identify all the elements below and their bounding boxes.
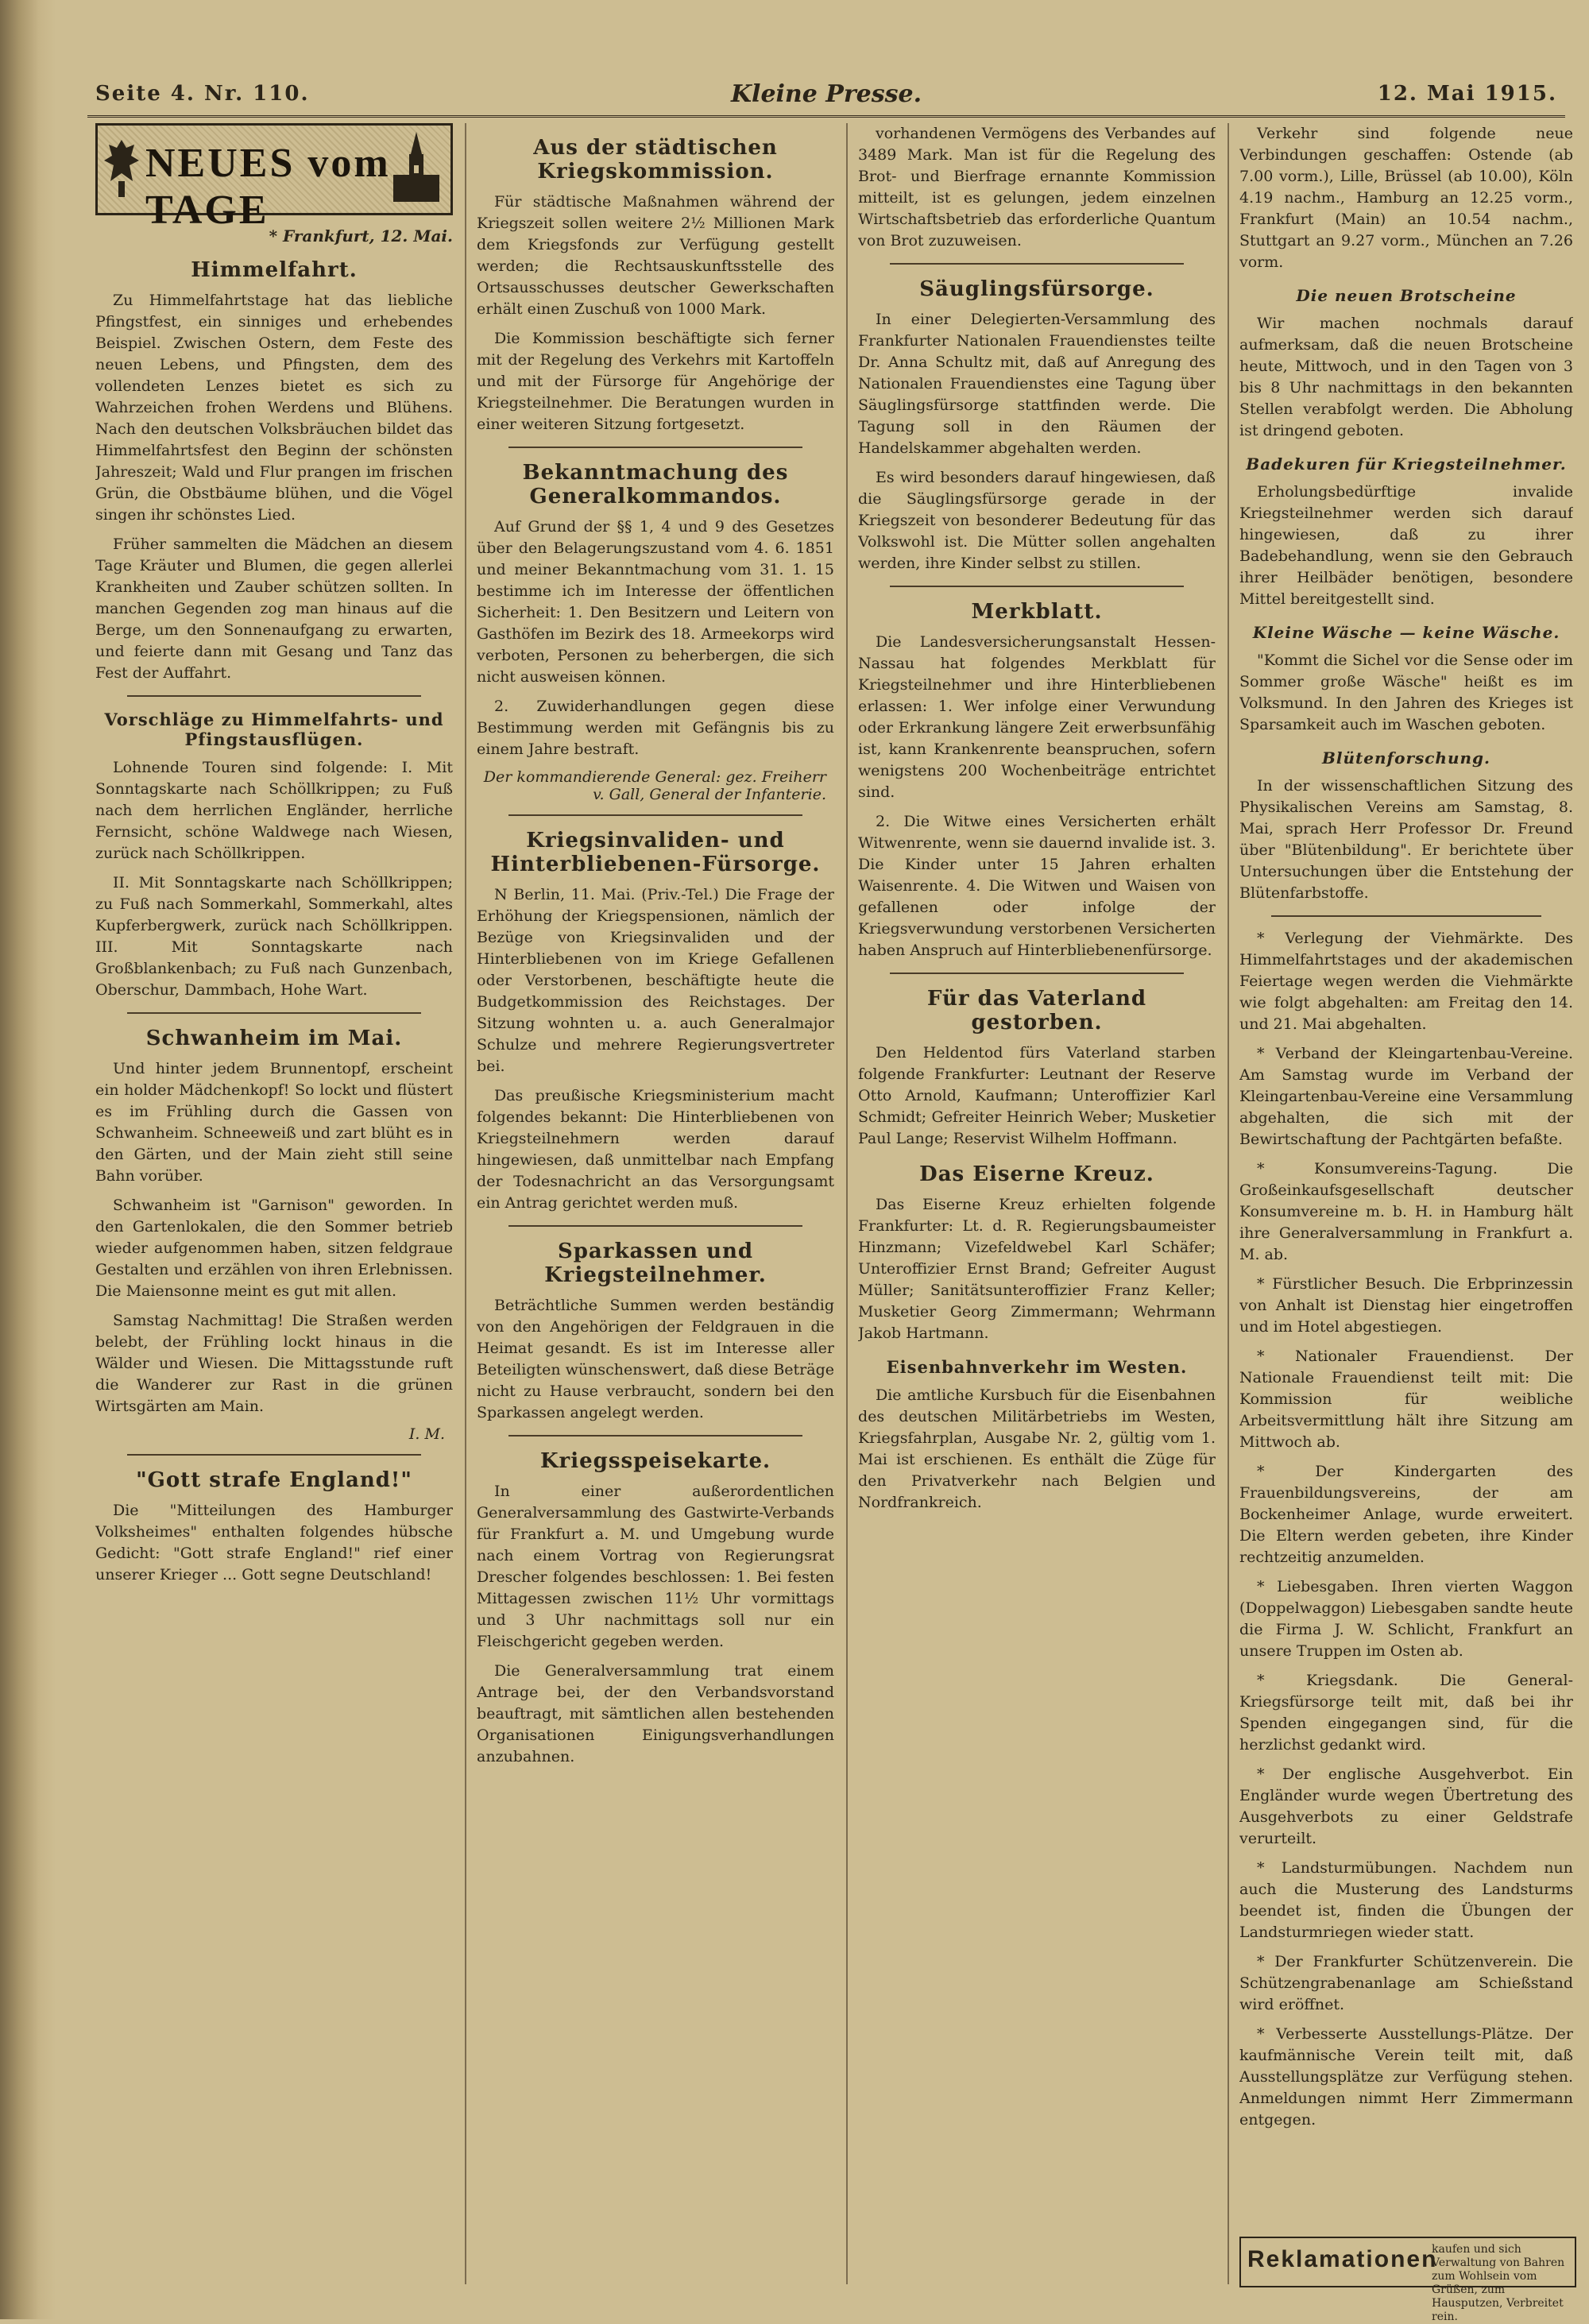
eagle-emblem-icon: [102, 137, 141, 200]
headline: Kriegsspeisekarte.: [539, 1449, 771, 1473]
ad-text: kaufen und sich Verwaltung von Bahren zum Wohlsein vom Grüßen, zum Hausputzen, Verbreitet rein.: [1432, 2243, 1565, 2323]
headline: Kleine Wäsche — keine Wäsche.: [1252, 623, 1560, 642]
article-paragraph: vorhandenen Vermögens des Verbandes auf 3489 Mark. Man ist für die Regelung des Brot- und Bierfrage ernannte Kommission mitteilt, ist es gelungen, jedem einzelnen Wirtschaftsbetrieb das erforderliche Quantum von Brot zuzuweisen.: [858, 125, 1216, 249]
column-rule: [465, 123, 466, 2284]
news-item: * Kriegsdank. Die General-Kriegsfürsorge teilt mit, daß bei ihr Spenden eingegangen sind, für die herzlichst gedankt wird.: [1239, 1672, 1573, 1754]
advertisement-box: [1239, 2237, 1576, 2323]
article-paragraph: In einer Delegierten-Versammlung des Frankfurter Nationalen Frauendienstes teilte Dr. Anna Schultz mit, daß auf Anregung des Nationalen Frauendienstes eine Tagung über Säuglingsfürsorge stattfinden werde. Die Tagung soll in den Räumen der Handelskammer abgehalten werden.: [858, 311, 1216, 457]
headline: Aus der städtischen Kriegskommission.: [533, 136, 778, 184]
author-signature: I. M.: [408, 1425, 445, 1443]
news-item: * Nationaler Frauendienst. Der Nationale Frauendienst teilt mit: Die Kommission für weibliche Arbeitsvermittlung hält ihre Sitzung am Mittwoch ab.: [1239, 1348, 1573, 1451]
divider: [508, 1435, 802, 1437]
article-paragraph: Die amtliche Kursbuch für die Eisenbahnen des deutschen Militärbetriebs im Westen, Kriegsfahrplan, Ausgabe Nr. 2, gültig vom 1. Mai ist erschienen. Es enthält die Züge für den Privatverkehr nach Belgien und Nordfrankreich.: [858, 1386, 1216, 1511]
headline: Badekuren für Kriegsteilnehmer.: [1246, 454, 1567, 474]
author-signature: Der kommandierende General: gez. Freiherr v. Gall, General der Infanterie.: [483, 768, 826, 803]
news-item: * Verbesserte Ausstellungs-Plätze. Der kaufmännische Verein teilt mit, daß Ausstellungsplätze zur Verfügung stehen. Anmeldungen nimmt Herr Zimmermann entgegen.: [1239, 2025, 1573, 2129]
article-paragraph: 2. Zuwiderhandlungen gegen diese Bestimmung werden mit Gefängnis bis zu einem Jahre bestraft.: [477, 698, 834, 758]
page-number: Seite 4. Nr. 110.: [95, 82, 310, 106]
column-2: [477, 123, 834, 2284]
column-1: [95, 123, 453, 2284]
section-masthead: [95, 123, 453, 233]
news-item: * Der englische Ausgehverbot. Ein Engländer wurde wegen Übertretung des Ausgehverbots zu einer Geldstrafe verurteilt.: [1239, 1765, 1573, 1847]
headline: Vorschläge zu Himmelfahrts- und Pfingstausflügen.: [104, 710, 444, 749]
page-header: [87, 75, 1565, 118]
headline: Das Eiserne Kreuz.: [919, 1162, 1154, 1186]
headline: Für das Vaterland gestorben.: [926, 987, 1147, 1034]
headline: Sparkassen und Kriegsteilnehmer.: [544, 1239, 767, 1287]
divider: [1271, 915, 1541, 917]
article-paragraph: In der wissenschaftlichen Sitzung des Physikalischen Vereins am Samstag, 8. Mai, sprach Herr Professor Dr. Freund über "Blütenbildung". Er berichtete über Untersuchungen über die Entstehung der Blütenfarbstoffe.: [1239, 777, 1573, 902]
headline: Bekanntmachung des Generalkommandos.: [522, 461, 789, 508]
column-rule: [1228, 123, 1229, 2284]
article-paragraph: 2. Die Witwe eines Versicherten erhält Witwenrente, wenn sie dauernd invalide ist. 3. Die Kinder unter 15 Jahren erhalten Waisenrente. 4. Die Witwen und Waisen von gefallenen oder infolge der Kriegsverwundung verstorbenen Versicherten haben Anspruch auf Hinterbliebenenfürsorge.: [858, 813, 1216, 959]
news-item: * Konsumvereins-Tagung. Die Großeinkaufsgesellschaft deutscher Konsumvereine m. b. H. in Hamburg hält ihre Generalversammlung in Frankfurt a. M. ab.: [1239, 1160, 1573, 1263]
article-paragraph: Samstag Nachmittag! Die Straßen werden belebt, der Frühling lockt hinaus in die Wälder und Wiesen. Die Mittagsstunde ruft die Wanderer zur Rast in die grünen Wirtsgärten am Main.: [95, 1312, 453, 1415]
divider: [508, 1225, 802, 1227]
article-paragraph: Den Heldentod fürs Vaterland starben folgende Frankfurter: Leutnant der Reserve Otto Arnold, Kaufmann; Unteroffizier Karl Schmidt; Gefreiter Heinrich Weber; Musketier Paul Lange; Reservist Wilhelm Hoffmann.: [858, 1044, 1216, 1147]
divider: [127, 1012, 421, 1014]
article-paragraph: N Berlin, 11. Mai. (Priv.-Tel.) Die Frage der Erhöhung der Kriegspensionen, nämlich der Bezüge von Kriegsinvaliden und der Hinterbliebenen von im Kriege Gefallenen oder Verstorbenen, beschäftigte heute die Budgetkommission des Reichstages. Der Sitzung wohnten u. a. auch Generalmajor Schulze und mehrere Regierungsvertreter bei.: [477, 886, 834, 1075]
article-paragraph: Auf Grund der §§ 1, 4 und 9 des Gesetzes über den Belagerungszustand vom 4. 6. 1851 und meiner Bekanntmachung vom 31. 1. 15 bestimme ich im Interesse der öffentlichen Sicherheit: 1. Den Besitzern und Leitern von Gasthöfen im Bezirk des 18. Armeekorps wird verboten, Personen zu beherbergen, die sich nicht ausweisen können.: [477, 518, 834, 686]
headline: Säuglingsfürsorge.: [919, 277, 1154, 301]
article-paragraph: Es wird besonders darauf hingewiesen, daß die Säuglingsfürsorge gerade in der Kriegszeit von besonderer Bedeutung für das Volkswohl ist. Die Mütter sollen angehalten werden, ihre Kinder selbst zu stillen.: [858, 469, 1216, 572]
article-paragraph: Schwanheim ist "Garnison" geworden. In den Gartenlokalen, die den Sommer betrieb wieder aufgenommen haben, sitzen feldgraue Gestalten und erzählen von ihren Erlebnissen. Die Maiensonne meint es gut mit allen.: [95, 1197, 453, 1300]
dateline: * Frankfurt, 12. Mai.: [269, 226, 453, 246]
news-item: * Fürstlicher Besuch. Die Erbprinzessin von Anhalt ist Dienstag hier eingetroffen und im Hotel abgestiegen.: [1239, 1275, 1573, 1336]
divider: [127, 1454, 421, 1456]
divider: [890, 973, 1184, 974]
divider: [127, 695, 421, 697]
article-paragraph: "Kommt die Sichel vor die Sense oder im Sommer große Wäsche" heißt es im Volksmund. In den Jahren des Krieges ist Sparsamkeit auch im Waschen geboten.: [1239, 652, 1573, 733]
headline: Die neuen Brotscheine: [1296, 286, 1517, 305]
article-paragraph: Die "Mitteilungen des Hamburger Volksheimes" enthalten folgendes hübsche Gedicht: "Gott strafe England!" rief einer unserer Krieger ... Gott segne Deutschland!: [95, 1502, 453, 1583]
news-item: * Verlegung der Viehmärkte. Des Himmelfahrtstages und der akademischen Feiertage wegen werden die Viehmärkte wie folgt abgehalten: am Freitag den 14. und 21. Mai abgehalten.: [1239, 930, 1573, 1033]
newspaper-page: [87, 75, 1573, 2323]
headline: Merkblatt.: [971, 600, 1103, 624]
article-paragraph: Lohnende Touren sind folgende: I. Mit Sonntagskarte nach Schöllkrippen; zu Fuß nach dem herrlichen Engländer, herrliche Fernsicht, schöne Waldwege nach Wiesen, zurück nach Schöllkrippen.: [95, 759, 453, 862]
headline: Blütenforschung.: [1321, 748, 1491, 768]
article-paragraph: Die Landesversicherungsanstalt Hessen-Nassau hat folgendes Merkblatt für Kriegsteilnehmer und ihre Hinterbliebenen erlassen: 1. Wer infolge einer Verwundung oder Erkrankung längere Zeit erwerbsunfähig ist, kann Krankenrente beanspruchen, sofern wenigstens 200 Wochenbeiträge entrichtet sind.: [858, 633, 1216, 801]
issue-date: 12. Mai 1915.: [1377, 82, 1557, 106]
article-paragraph: Wir machen nochmals darauf aufmerksam, daß die neuen Brotscheine heute, Mittwoch, und in den Tagen von 3 bis 8 Uhr nachmittags in den bekannten Stellen verabfolgt werden. Die Abholung ist dringend geboten.: [1239, 315, 1573, 439]
article-paragraph: Und hinter jedem Brunnentopf, erscheint ein holder Mädchenkopf! So lockt und flüstert es im Frühling durch die Gassen von Schwanheim. Schneeweiß und zart blüht es in den Gärten, und der Main zieht still seine Bahn vorüber.: [95, 1060, 453, 1185]
article-paragraph: Die Kommission beschäftigte sich ferner mit der Regelung des Verkehrs mit Kartoffeln und mit der Fürsorge für Angehörige der Kriegsteilnehmer. Die Beratungen wurden in einer weiteren Sitzung fortgesetzt.: [477, 330, 834, 433]
divider: [508, 447, 802, 448]
news-item: * Verband der Kleingartenbau-Vereine. Am Samstag wurde im Verband der Kleingartenbau-Vereine eine Versammlung abgehalten, die sich mit der Bewirtschaftung der Pachtgärten befaßte.: [1239, 1045, 1573, 1148]
article-paragraph: Das Eiserne Kreuz erhielten folgende Frankfurter: Lt. d. R. Regierungsbaumeister Hinzmann; Vizefeldwebel Karl Schäfer; Unteroffizier Ernst Brand; Gefreiter August Müller; Sanitätsunteroffizier Franz Keller; Musketier Georg Zimmermann; Wehrmann Jakob Hartmann.: [858, 1196, 1216, 1342]
divider: [890, 586, 1184, 587]
news-item: * Landsturmübungen. Nachdem nun auch die Musterung des Landsturms beendet ist, finden die Übungen der Landsturmriegen wieder statt.: [1239, 1859, 1573, 1941]
column-4: [1239, 123, 1573, 2229]
column-rule: [846, 123, 848, 2284]
headline: Schwanheim im Mai.: [145, 1027, 403, 1050]
news-item: * Liebesgaben. Ihren vierten Waggon (Doppelwaggon) Liebesgaben sandte heute die Firma J. W. Schlicht, Frankfurt an unsere Truppen im Osten ab.: [1239, 1578, 1573, 1660]
article-paragraph: Die Generalversammlung trat einem Antrage bei, der den Verbandsvorstand beauftragt, mit sämtlichen allen bestehenden Organisationen Einigungsverhandlungen anzubahnen.: [477, 1662, 834, 1765]
headline: "Gott strafe England!": [136, 1468, 412, 1492]
book-binding-shadow: [0, 0, 56, 2319]
article-paragraph: II. Mit Sonntagskarte nach Schöllkrippen; zu Fuß nach Sommerkahl, Sommerkahl, altes Kupferbergwerk, zurück nach Schöllkrippen. III. Mit Sonntagskarte nach Großblankenbach; zu Fuß nach Gunzenbach, Oberschur, Dammbach, Hohe Wart.: [95, 874, 453, 999]
divider: [890, 263, 1184, 265]
article-paragraph: Zu Himmelfahrtstage hat das liebliche Pfingstfest, ein sinniges und erhebendes Beispiel. Zwischen Ostern, dem Feste des neuen Lebens, und Pfingsten, dem des vollendeten Lenzes bietet es sich zu Wahrzeichen frohen Werdens und Blühens. Nach den deutschen Volksbräuchen bildet das Himmelfahrtsfest den Beginn der schönsten Jahreszeit; Wald und Flur prangen im frischen Grün, die Obstbäume blühen, und die Vögel singen ihr schönstes Lied.: [95, 292, 453, 524]
ad-title: Reklamationen: [1247, 2246, 1438, 2272]
article-paragraph: Das preußische Kriegsministerium macht folgendes bekannt: Die Hinterbliebenen von Kriegsteilnehmern werden darauf hingewiesen, daß unmittelbar nach Empfang der Todesnachricht an das Versorgungsamt ein Antrag gerichtet werden muß.: [477, 1087, 834, 1212]
news-item: * Der Kindergarten des Frauenbildungsvereins, der am Bockenheimer Anlage, wurde erweitert. Die Eltern werden gebeten, ihre Kinder rechtzeitig anzumelden.: [1239, 1463, 1573, 1566]
headline: Eisenbahnverkehr im Westen.: [886, 1357, 1188, 1377]
article-paragraph: Beträchtliche Summen werden beständig von den Angehörigen der Feldgrauen in die Heimat gesandt. Es ist im Interesse aller Beteiligten wünschenswert, daß diese Beträge nicht zu Hause verbraucht, sondern bei den Sparkassen angelegt werden.: [477, 1297, 834, 1421]
headline: Himmelfahrt.: [191, 258, 358, 282]
divider: [508, 814, 802, 816]
paper-name: Kleine Presse.: [730, 80, 922, 108]
column-3: [858, 123, 1216, 2284]
news-item: * Der Frankfurter Schützenverein. Die Schützengrabenanlage am Schießstand wird eröffnet.: [1239, 1953, 1573, 2013]
cathedral-icon: [389, 130, 444, 207]
article-paragraph: Für städtische Maßnahmen während der Kriegszeit sollen weitere 2½ Millionen Mark dem Kriegsfonds zur Verfügung gestellt werden; die Rechtsauskunftsstelle des Ortsausschusses deutscher Gewerkschaften erhält einen Zuschuß von 1000 Mark.: [477, 193, 834, 318]
article-paragraph: In einer außerordentlichen Generalversammlung des Gastwirte-Verbands für Frankfurt a. M. und Umgebung wurde nach einem Vortrag von Regierungsrat Drescher folgendes beschlossen: 1. Bei festen Mittagessen zwischen 11½ Uhr vormittags und 3 Uhr nachmittags soll nur ein Fleischgericht gegeben werden.: [477, 1483, 834, 1650]
headline: Kriegsinvaliden- und Hinterbliebenen-Fürsorge.: [490, 829, 821, 876]
masthead-title: NEUES vom TAGE: [145, 141, 391, 233]
article-paragraph: Erholungsbedürftige invalide Kriegsteilnehmer werden sich darauf hingewiesen, daß zu ihrer Badebehandlung, wenn sie den Gebrauch ihrer Heilbäder benötigen, besondere Mittel bereitgestellt sind.: [1239, 483, 1573, 608]
article-paragraph: Früher sammelten die Mädchen an diesem Tage Kräuter und Blumen, die gegen allerlei Krankheiten und Zauber schützen sollten. In manchen Gegenden zog man hinaus auf die Berge, um den Sonnenaufgang zu erwarten, und feierte dann mit Gesang und Tanz das Fest der Auffahrt.: [95, 536, 453, 682]
article-paragraph: Verkehr sind folgende neue Verbindungen geschaffen: Ostende (ab 7.00 vorm.), Lille, Brüssel (ab 10.00), Köln 4.19 nachm., Hamburg an 12.25 vorm., Frankfurt (Main) an 10.54 nachm., Stuttgart an 9.27 vorm., München an 7.26 vorm.: [1239, 125, 1573, 271]
